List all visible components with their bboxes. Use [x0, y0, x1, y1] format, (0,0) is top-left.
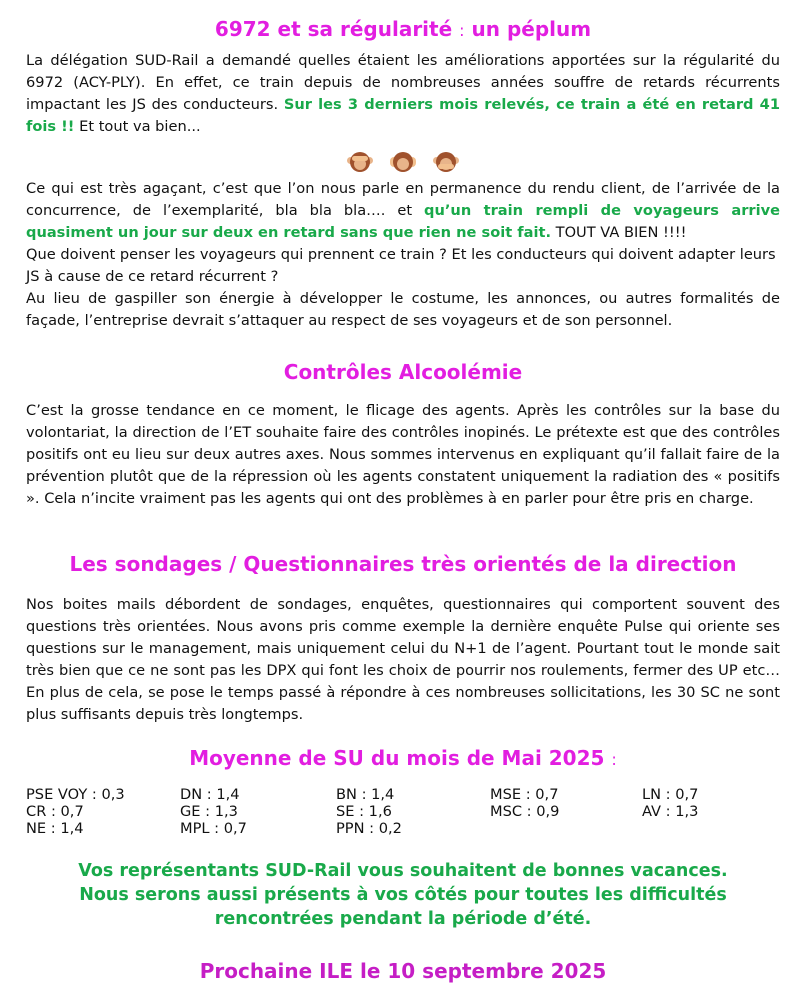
stat-cell: PPN : 0,2: [336, 820, 402, 837]
paragraph-alcoolemie: C’est la grosse tendance en ce moment, le flicage des agents. Après les contrôles sur la base du volontariat, la direction de l’ET souhaite faire des contrôles inopinés. Le prétexte est que des contrôles positifs ont eu lieu sur deux autres axes. Nous sommes intervenus en expliquant qu’il fallait faire de la prévention plutôt que de la répression où les agents constatent uniquement la radiation des « positifs ». Cela n’incite vraiment pas les agents qui ont des problèmes à en parler pour être pris en charge.: [26, 402, 780, 507]
stat-cell: AV : 1,3: [642, 803, 699, 820]
text: La délégation SUD-Rail a demandé quelles étaient les améliorations apportées sur la régularité du 6972 (ACY-PLY). En effet, ce train depuis de nombreuses années souffre de retards récurrents impactant les JS des conducteurs.: [26, 52, 780, 113]
paragraph-6972-agacant: [26, 178, 780, 244]
paragraph-6972-conclusion: Au lieu de gaspiller son énergie à développer le costume, les annonces, ou autres formalités de façade, l’entreprise devrait s’attaquer au respect de ses voyageurs et de son personnel.: [26, 290, 780, 329]
stat-cell: MSE : 0,7: [490, 786, 559, 803]
section-title-moyenne-su: [0, 745, 806, 773]
see-no-evil-monkey-icon: [347, 149, 373, 175]
stat-cell: MSC : 0,9: [490, 803, 560, 820]
footer-wish-line1: Vos représentants SUD-Rail vous souhaitent de bonnes vacances.: [78, 861, 728, 881]
paragraph-sondages: Nos boites mails débordent de sondages, enquêtes, questionnaires qui comportent souvent des questions très orientées. Nous avons pris comme exemple la dernière enquête Pulse qui oriente ses questions sur le management, mais uniquement celui du N+1 de l’agent. Pourtant tout le monde sait très bien que ce ne sont pas les DPX qui font les choix de pourrir nos roulements, fermer des UP etc… En plus de cela, se pose le temps passé à répondre à ces nombreuses sollicitations, les 30 SC ne sont plus suffisants depuis très longtemps.: [26, 596, 780, 723]
stat-cell: NE : 1,4: [26, 820, 84, 837]
footer-wish-line2: Nous serons aussi présents à vos côtés pour toutes les difficultés: [79, 885, 727, 905]
text: TOUT VA BIEN !!!!: [555, 224, 687, 241]
footer-wish-line3: rencontrées pendant la période d’été.: [214, 909, 592, 929]
stat-cell: DN : 1,4: [180, 786, 240, 803]
paragraph-6972-intro: [26, 50, 780, 138]
stat-cell: GE : 1,3: [180, 803, 238, 820]
highlight-text: qu’un train rempli de voyageurs arrive quasiment un jour sur deux en retard sans que rien ne soit fait.: [26, 202, 780, 241]
stat-cell: SE : 1,6: [336, 803, 392, 820]
title-colon: :: [611, 750, 617, 769]
title-text: Moyenne de SU du mois de Mai 2025: [189, 746, 605, 770]
title-text: 6972 et sa régularité: [214, 17, 453, 41]
stat-cell: LN : 0,7: [642, 786, 699, 803]
stat-cell: [642, 820, 782, 837]
section-title-sondages: Les sondages / Questionnaires très orientés de la direction: [69, 552, 737, 576]
monkey-emoji-row: [0, 148, 806, 176]
text: Ce qui est très agaçant, c’est que l’on nous parle en permanence du rendu client, de l’arrivée de la concurrence, de l’exemplarité, bla bla bla…. et: [26, 180, 780, 219]
highlight-text: Sur les 3 derniers mois relevés, ce train a été en retard 41 fois !!: [26, 96, 780, 135]
section-title-alcoolemie: Contrôles Alcoolémie: [283, 360, 523, 384]
speak-no-evil-monkey-icon: [433, 149, 459, 175]
next-ile-date: Prochaine ILE le 10 septembre 2025: [199, 959, 607, 983]
stat-cell: BN : 1,4: [336, 786, 395, 803]
paragraph-6972-questions: Que doivent penser les voyageurs qui prennent ce train ? Et les conducteurs qui doivent adapter leurs JS à cause de ce retard récurrent ?: [26, 246, 776, 285]
stat-cell: CR : 0,7: [26, 803, 84, 820]
stat-cell: PSE VOY : 0,3: [26, 786, 125, 803]
title-end: un péplum: [471, 17, 592, 41]
text: Et tout va bien...: [79, 118, 201, 135]
section-title-6972: [0, 16, 806, 44]
su-stats-grid: [26, 786, 780, 837]
stat-cell: [490, 820, 642, 837]
hear-no-evil-monkey-icon: [390, 149, 416, 175]
stat-cell: MPL : 0,7: [180, 820, 247, 837]
title-colon: :: [459, 21, 465, 40]
